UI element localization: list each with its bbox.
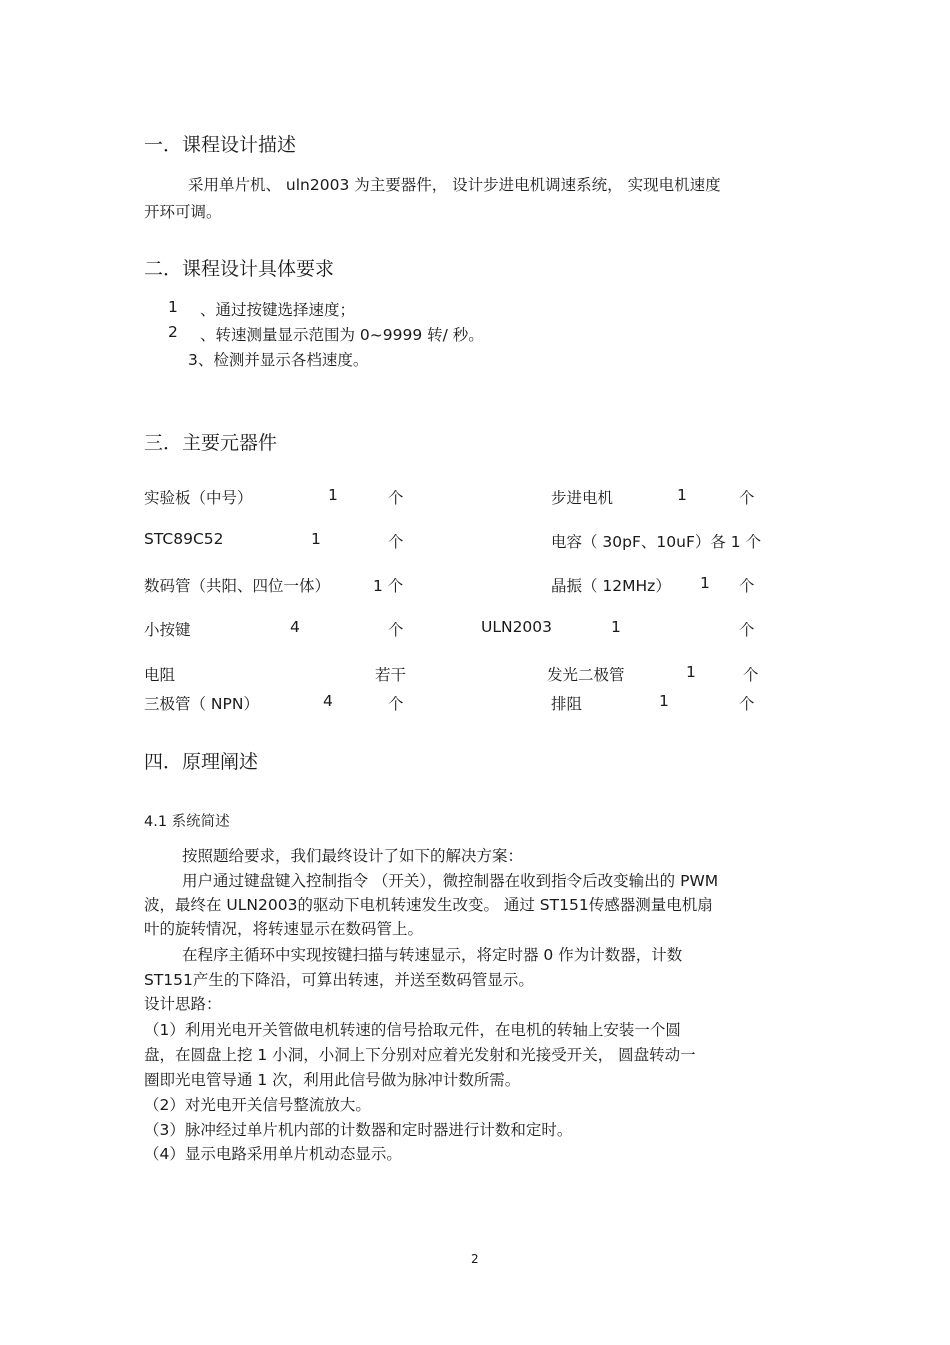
component-unit: 个 <box>388 621 404 639</box>
component-unit: 个 <box>388 695 404 713</box>
component-unit: 个 <box>388 489 404 507</box>
body-line: （4）显示电路采用单片机动态显示。 <box>144 1145 402 1163</box>
component-name: 电容（ 30pF、10uF）各 1 个 <box>551 533 762 551</box>
section-1-line-1: 采用单片机、 uln2003 为主要器件， 设计步进电机调速系统， 实现电机速度 <box>188 176 721 194</box>
component-quantity: 若干 <box>375 666 407 684</box>
section-3-heading: 三．主要元器件 <box>144 432 278 454</box>
body-line: 叶的旋转情况，将转速显示在数码管上。 <box>144 920 424 938</box>
component-quantity: 1 <box>659 692 669 710</box>
body-line: 用户通过键盘键入控制指令 （开关），微控制器在收到指令后改变输出的 PWM <box>182 872 719 890</box>
component-name: 步进电机 <box>551 489 614 507</box>
component-name: 三极管（ NPN） <box>144 695 259 713</box>
component-unit: 个 <box>739 695 755 713</box>
component-unit: 个 <box>388 533 404 551</box>
component-name: 小按键 <box>144 621 191 639</box>
body-line: 按照题给要求，我们最终设计了如下的解决方案： <box>182 847 524 865</box>
section-4-heading: 四．原理阐述 <box>144 751 259 773</box>
component-name: 数码管（共阳、四位一体） <box>144 577 331 595</box>
requirement-3-text: 3、检测并显示各档速度。 <box>188 351 369 369</box>
body-line: （1）利用光电开关管做电机转速的信号拾取元件，在电机的转轴上安装一个圆 <box>144 1021 681 1039</box>
component-name: 晶振（ 12MHz） <box>551 577 671 595</box>
component-name: STC89C52 <box>144 530 224 548</box>
body-line: 圈即光电管导通 1 次，利用此信号做为脉冲计数所需。 <box>144 1071 521 1089</box>
component-name: 排阻 <box>551 695 583 713</box>
component-unit: 个 <box>743 666 759 684</box>
component-quantity: 1 <box>686 663 696 681</box>
component-quantity: 1 <box>677 486 687 504</box>
component-unit: 个 <box>739 621 755 639</box>
body-line: （3）脉冲经过单片机内部的计数器和定时器进行计数和定时。 <box>144 1121 573 1139</box>
component-quantity: 4 <box>290 618 300 636</box>
subsection-heading: 4.1 系统简述 <box>144 814 230 830</box>
component-unit: 个 <box>739 489 755 507</box>
component-quantity: 1 <box>328 486 338 504</box>
requirement-2-number: 2 <box>168 323 178 341</box>
component-quantity: 1 <box>700 574 710 592</box>
body-line: （2）对光电开关信号整流放大。 <box>144 1096 371 1114</box>
body-line: 盘，在圆盘上挖 1 小洞，小洞上下分别对应着光发射和光接受开关， 圆盘转动一 <box>144 1046 696 1064</box>
body-line: 在程序主循环中实现按键扫描与转速显示，将定时器 0 作为计数器，计数 <box>182 946 683 964</box>
body-line: ST151产生的下降沿，可算出转速，并送至数码管显示。 <box>144 971 534 989</box>
requirement-2-text: 、转速测量显示范围为 0~9999 转/ 秒。 <box>200 326 484 344</box>
component-name: 实验板（中号） <box>144 489 253 507</box>
section-1-line-2: 开环可调。 <box>144 203 222 221</box>
component-name: 发光二极管 <box>547 666 625 684</box>
component-quantity: 1 个 <box>373 577 404 595</box>
design-ideas-label: 设计思路： <box>144 995 222 1013</box>
body-line: 波，最终在 ULN2003的驱动下电机转速发生改变。 通过 ST151传感器测量电机扇 <box>144 896 713 914</box>
page-number: 2 <box>471 1252 479 1266</box>
section-2-heading: 二．课程设计具体要求 <box>144 258 335 280</box>
component-quantity: 1 <box>311 530 321 548</box>
component-name: ULN2003 <box>481 618 553 636</box>
requirement-1-text: 、通过按键选择速度； <box>200 301 356 319</box>
section-1-heading: 一．课程设计描述 <box>144 134 297 156</box>
component-quantity: 4 <box>323 692 333 710</box>
component-name: 电阻 <box>144 666 176 684</box>
component-quantity: 1 <box>611 618 621 636</box>
component-unit: 个 <box>739 577 755 595</box>
requirement-1-number: 1 <box>168 298 178 316</box>
